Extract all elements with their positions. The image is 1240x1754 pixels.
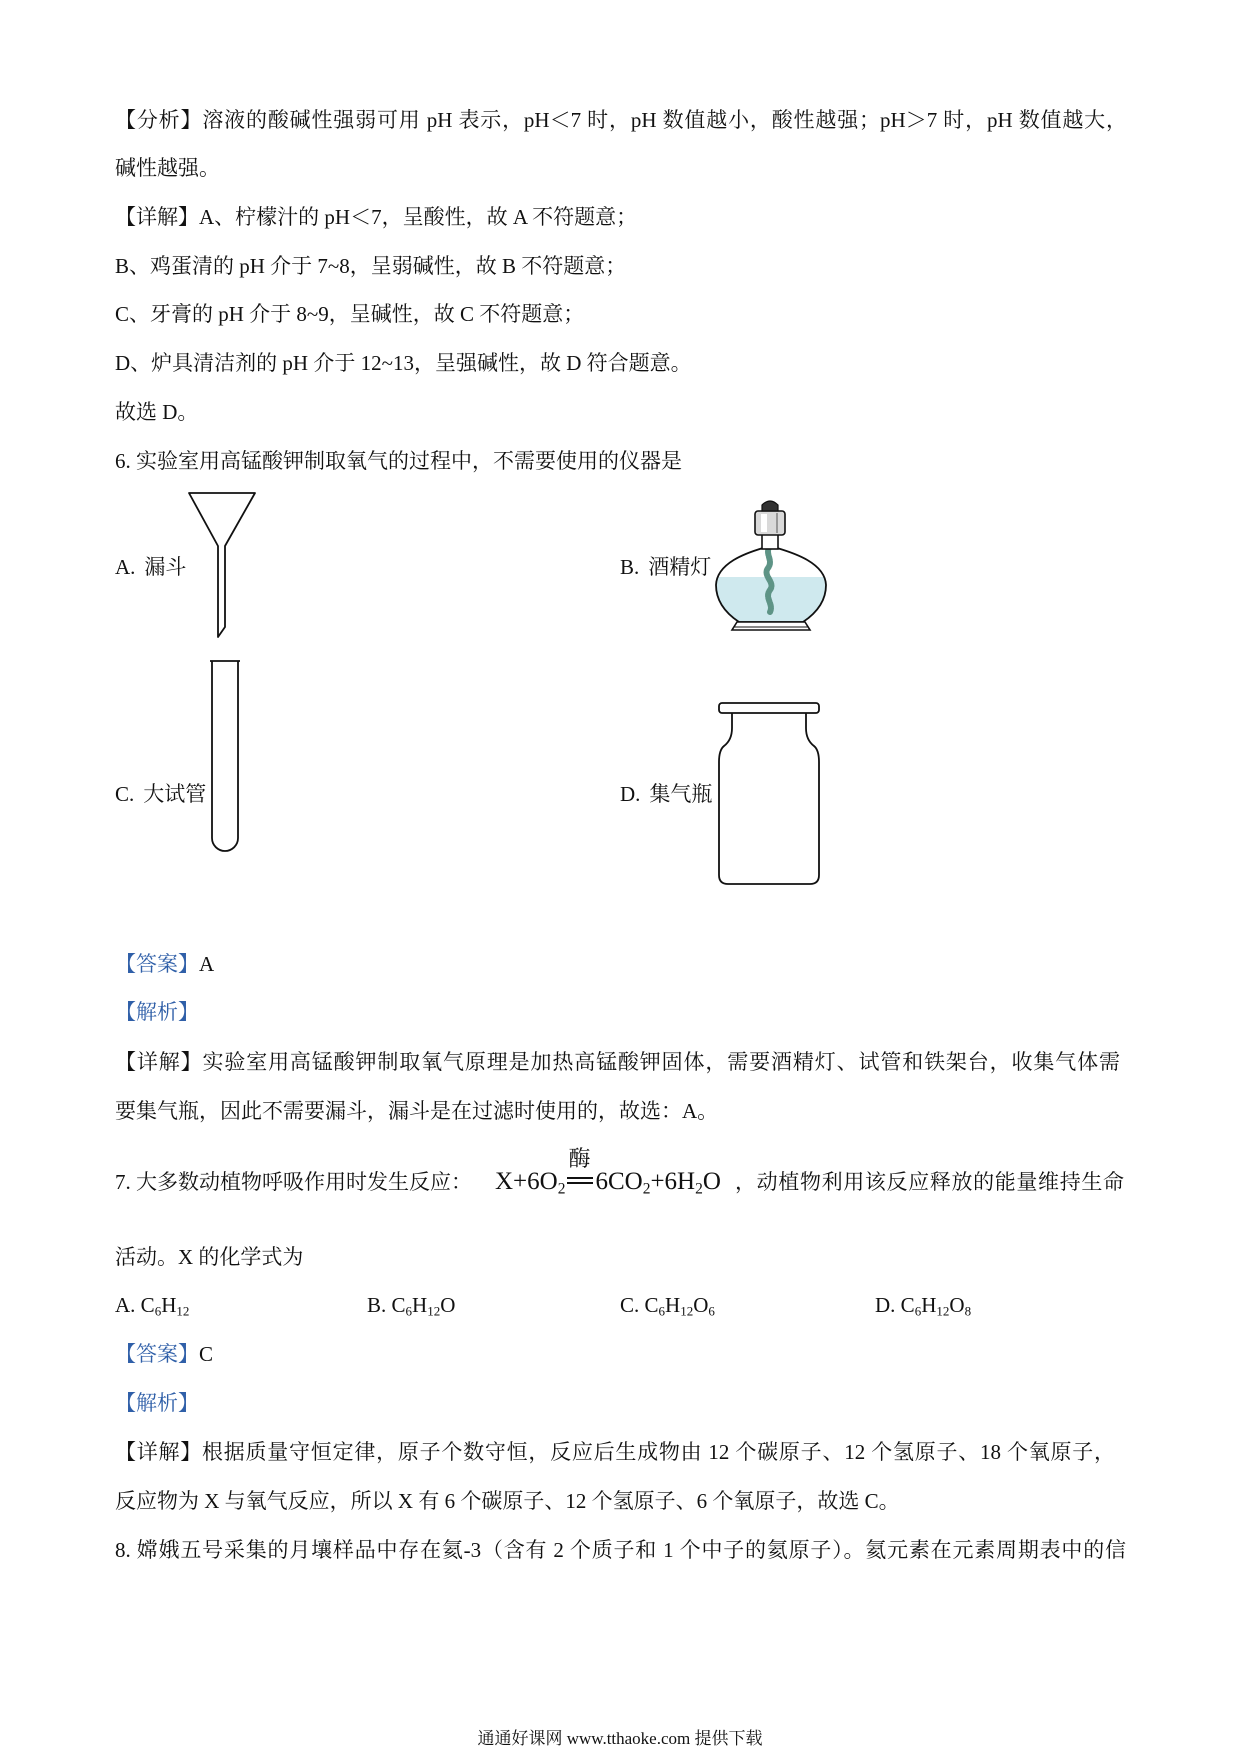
chemical-formula bbox=[645, 1293, 715, 1317]
chemical-equation bbox=[495, 1146, 721, 1199]
q7-detail-line-1 bbox=[115, 1440, 1115, 1464]
option-label: A. bbox=[115, 555, 136, 579]
bottle-rim bbox=[719, 703, 819, 713]
q6-explanation-label: 【解析】 bbox=[115, 1000, 199, 1024]
formula-element: H bbox=[161, 1293, 177, 1317]
q6-option-c bbox=[115, 782, 206, 806]
option-label: A. bbox=[115, 1293, 136, 1317]
equation-term: X+6O bbox=[495, 1168, 558, 1195]
formula-subscript: 6 bbox=[154, 1303, 162, 1319]
formula-element: O bbox=[440, 1293, 456, 1317]
detail-text: 根据质量守恒定律，原子个数守恒，反应后生成物由 12 个碳原子、12 个氢原子、18 个氧原子， bbox=[202, 1440, 1116, 1464]
formula-element: C bbox=[644, 1293, 659, 1317]
page-footer: 通通好课网 www.tthaoke.com 提供下载 bbox=[477, 1729, 763, 1748]
q5-detail-line-2: B、鸡蛋清的 pH 介于 7~8，呈弱碱性，故 B 不符题意； bbox=[115, 254, 627, 278]
lamp-cap-highlight bbox=[761, 514, 767, 532]
answer-value: A bbox=[199, 952, 215, 976]
lamp-cap-knob bbox=[762, 501, 778, 511]
q5-conclusion: 故选 D。 bbox=[115, 400, 199, 424]
q6-option-a bbox=[115, 555, 186, 579]
option-text: 漏斗 bbox=[144, 555, 187, 579]
equation-term: 6CO bbox=[595, 1168, 643, 1195]
formula-element: H bbox=[665, 1293, 681, 1317]
formula-element: C bbox=[140, 1293, 155, 1317]
formula-subscript: 12 bbox=[680, 1303, 694, 1319]
option-text: 大试管 bbox=[143, 782, 207, 806]
detail-text: 实验室用高锰酸钾制取氧气原理是加热高锰酸钾固体，需要酒精灯、试管和铁架台，收集气体需 bbox=[202, 1050, 1120, 1074]
q7-option-b bbox=[367, 1293, 455, 1317]
formula-element: C bbox=[900, 1293, 915, 1317]
reaction-condition bbox=[566, 1146, 594, 1199]
q7-detail-line-2: 反应物为 X 与氧气反应，所以 X 有 6 个碳原子、12 个氢原子、6 个氧原子，故选 C。 bbox=[115, 1489, 900, 1513]
detail-text: A、柠檬汁的 pH＜7，呈酸性，故 A 不符题意； bbox=[199, 205, 638, 229]
q7-answer bbox=[115, 1342, 213, 1366]
formula-subscript: 6 bbox=[914, 1303, 922, 1319]
test-tube-outline bbox=[210, 661, 240, 851]
equation-term: O bbox=[702, 1168, 721, 1195]
double-equals-sign bbox=[567, 1177, 593, 1184]
detail-label: 【详解】 bbox=[115, 1440, 203, 1464]
formula-element: C bbox=[391, 1293, 406, 1317]
funnel-outline bbox=[189, 493, 255, 637]
formula-element: O bbox=[949, 1293, 965, 1317]
gas-collecting-bottle-icon bbox=[716, 700, 822, 888]
q6-stem: 6. 实验室用高锰酸钾制取氧气的过程中，不需要使用的仪器是 bbox=[115, 449, 682, 473]
answer-label: 【答案】 bbox=[115, 952, 199, 976]
formula-element: H bbox=[412, 1293, 428, 1317]
option-text: 集气瓶 bbox=[649, 782, 713, 806]
q5-detail-line-1 bbox=[115, 205, 637, 229]
detail-label: 【详解】 bbox=[115, 1050, 203, 1074]
detail-label: 【详解】 bbox=[115, 205, 199, 229]
formula-subscript: 6 bbox=[405, 1303, 413, 1319]
formula-subscript: 6 bbox=[658, 1303, 666, 1319]
q8-stem: 8. 嫦娥五号采集的月壤样品中存在氦-3（含有 2 个质子和 1 个中子的氦原子）。氦元素在元素周期表中的信 bbox=[115, 1538, 1126, 1562]
formula-element: O bbox=[693, 1293, 709, 1317]
formula-subscript: 6 bbox=[708, 1303, 715, 1319]
equation-term: +6H bbox=[650, 1168, 696, 1195]
q6-detail-line-2: 要集气瓶，因此不需要漏斗，漏斗是在过滤时使用的，故选：A。 bbox=[115, 1099, 719, 1123]
option-text: 酒精灯 bbox=[648, 555, 712, 579]
chemical-formula bbox=[901, 1293, 971, 1317]
q7-stem-before: 7. 大多数动植物呼吸作用时发生反应： bbox=[115, 1170, 472, 1194]
option-label: B. bbox=[620, 555, 640, 579]
q5-analysis-line-2: 碱性越强。 bbox=[115, 156, 220, 180]
lamp-neck bbox=[762, 534, 778, 549]
answer-value: C bbox=[199, 1342, 214, 1366]
lamp-wick bbox=[766, 546, 771, 612]
equation-subscript: 2 bbox=[642, 1180, 651, 1198]
chemical-formula bbox=[141, 1293, 190, 1317]
option-label: D. bbox=[620, 782, 641, 806]
q7-stem-line-2: 活动。X 的化学式为 bbox=[115, 1245, 304, 1269]
q6-detail-line-1 bbox=[115, 1050, 1120, 1074]
analysis-label: 【分析】 bbox=[115, 108, 203, 132]
q7-explanation-label: 【解析】 bbox=[115, 1391, 199, 1415]
q5-detail-line-3: C、牙膏的 pH 介于 8~9，呈碱性，故 C 不符题意； bbox=[115, 302, 585, 326]
option-label: B. bbox=[367, 1293, 387, 1317]
q6-option-d bbox=[620, 782, 712, 806]
q6-option-b bbox=[620, 555, 711, 579]
q7-stem-after: ，动植物利用该反应释放的能量维持生命 bbox=[735, 1170, 1124, 1194]
q6-answer bbox=[115, 952, 214, 976]
catalyst-label: 酶 bbox=[568, 1146, 591, 1171]
option-label: C. bbox=[620, 1293, 640, 1317]
option-label: D. bbox=[875, 1293, 896, 1317]
q7-option-c bbox=[620, 1293, 715, 1317]
formula-element: H bbox=[921, 1293, 937, 1317]
formula-subscript: 12 bbox=[176, 1303, 190, 1319]
formula-subscript: 8 bbox=[964, 1303, 972, 1319]
option-label: C. bbox=[115, 782, 135, 806]
lamp-base bbox=[732, 622, 810, 630]
test-tube-icon bbox=[207, 658, 243, 856]
equation-subscript: 2 bbox=[557, 1180, 566, 1198]
lamp-cap bbox=[755, 511, 785, 535]
q7-option-a bbox=[115, 1293, 189, 1317]
q7-option-d bbox=[875, 1293, 971, 1317]
equation-subscript: 2 bbox=[695, 1180, 703, 1198]
analysis-text: 溶液的酸碱性强弱可用 pH 表示，pH＜7 时，pH 数值越小，酸性越强；pH＞7 时，pH 数值越大， bbox=[202, 108, 1128, 132]
bottle-body bbox=[719, 713, 819, 884]
formula-subscript: 12 bbox=[936, 1303, 950, 1319]
formula-subscript: 12 bbox=[427, 1303, 441, 1319]
q5-detail-line-4: D、炉具清洁剂的 pH 介于 12~13，呈强碱性，故 D 符合题意。 bbox=[115, 351, 692, 375]
q5-analysis-line-1 bbox=[115, 108, 1127, 132]
funnel-icon bbox=[186, 490, 258, 640]
answer-label: 【答案】 bbox=[115, 1342, 199, 1366]
alcohol-lamp-icon bbox=[714, 496, 832, 636]
chemical-formula bbox=[392, 1293, 456, 1317]
